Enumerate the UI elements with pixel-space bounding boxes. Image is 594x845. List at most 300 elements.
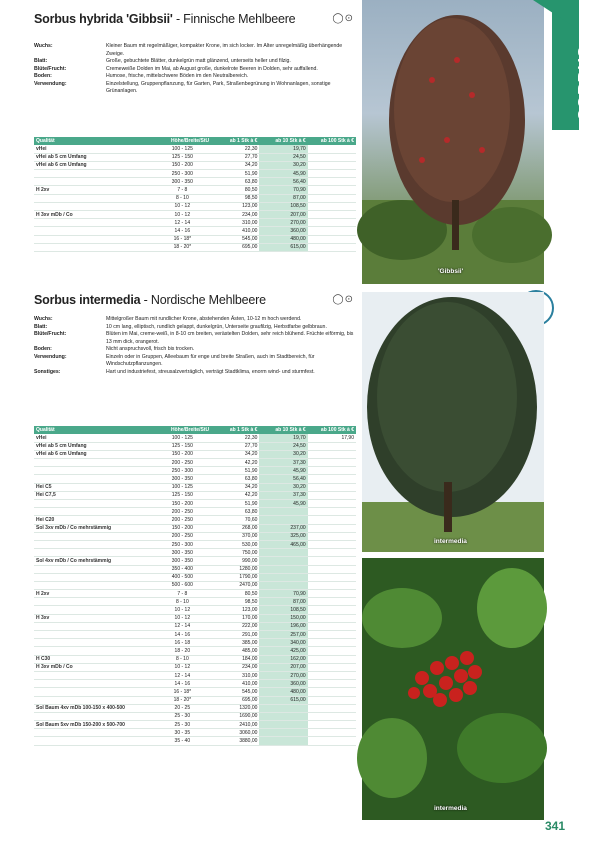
desc-row — [34, 316, 356, 324]
table-cell: 196,00 — [259, 622, 307, 630]
table-cell: 14 - 16 — [154, 227, 212, 235]
table-cell: 51,90 — [211, 467, 259, 475]
table-cell — [34, 696, 154, 704]
table-cell: 300 - 350 — [154, 178, 212, 186]
desc-row — [34, 58, 356, 66]
table-cell: 200 - 250 — [154, 459, 212, 467]
desc-value: Humose, frische, mittelschwere Böden im den Neutralbereich. — [106, 73, 249, 79]
table-cell: 545,00 — [211, 688, 259, 696]
table-cell — [308, 663, 356, 671]
table-row — [34, 737, 356, 745]
desc-value: Einzelstellung, Gruppenpflanzung, für Garten, Park, Straßenbegrünung in Wohnanlagen, sonstige Grünanlagen. — [106, 80, 331, 94]
table-cell: 34,20 — [211, 450, 259, 458]
table-cell — [34, 688, 154, 696]
table-cell — [34, 639, 154, 647]
table-cell — [308, 631, 356, 639]
table-cell: 18 - 20* — [154, 696, 212, 704]
column-header: ab 1 Stk à € — [211, 137, 259, 145]
table-cell: 250 - 300 — [154, 467, 212, 475]
table-cell: 80,50 — [211, 590, 259, 598]
desc-label: Boden: — [34, 73, 52, 79]
table-cell: 22,30 — [211, 145, 259, 153]
table-row — [34, 161, 356, 169]
table-cell — [34, 598, 154, 606]
table-cell: 80,50 — [211, 186, 259, 194]
table-cell: 10 - 12 — [154, 211, 212, 219]
table-cell — [34, 170, 154, 178]
table-cell — [308, 186, 356, 194]
photo-intermedia-tree — [362, 292, 544, 552]
section2-symbols: ◯⊙ — [332, 294, 354, 305]
table-cell: 30,20 — [259, 450, 307, 458]
table-row — [34, 614, 356, 622]
table-cell — [34, 647, 154, 655]
table-cell: 24,50 — [259, 153, 307, 161]
table-cell: 310,00 — [211, 219, 259, 227]
table-cell — [259, 704, 307, 712]
table-cell: Hei C7,5 — [34, 491, 154, 499]
table-cell: 340,00 — [259, 639, 307, 647]
table-cell — [308, 688, 356, 696]
table-cell: 10 - 12 — [154, 606, 212, 614]
table-row — [34, 500, 356, 508]
table-cell: 545,00 — [211, 235, 259, 243]
desc-row — [34, 346, 356, 354]
table-cell: 150 - 200 — [154, 524, 212, 532]
table-row — [34, 508, 356, 516]
table-cell — [259, 721, 307, 729]
table-cell: 695,00 — [211, 243, 259, 251]
desc-label: Blüte/Frucht: — [34, 331, 67, 337]
table-cell: 10 - 12 — [154, 663, 212, 671]
photo1-caption: 'Gibbsii' — [438, 268, 464, 275]
table-cell: 410,00 — [211, 227, 259, 235]
table-cell: 16 - 18* — [154, 235, 212, 243]
table-cell: 350 - 400 — [154, 565, 212, 573]
table-row — [34, 145, 356, 153]
photo3-caption: intermedia — [434, 805, 467, 812]
table-cell — [308, 219, 356, 227]
table-cell: 25 - 30 — [154, 721, 212, 729]
photo-gibbsii-tree — [362, 0, 544, 284]
table-cell — [259, 508, 307, 516]
table-cell — [308, 540, 356, 548]
desc-label: Boden: — [34, 346, 52, 352]
table-cell: H 2xv — [34, 186, 154, 194]
table-row — [34, 590, 356, 598]
table-row — [34, 524, 356, 532]
table-cell: 207,00 — [259, 663, 307, 671]
desc-label: Verwendung: — [34, 353, 67, 360]
table-cell — [308, 680, 356, 688]
table-cell: 695,00 — [211, 696, 259, 704]
table-cell: 8 - 10 — [154, 655, 212, 663]
table-row — [34, 729, 356, 737]
tree-illustration — [362, 0, 544, 284]
table-cell: 250 - 300 — [154, 170, 212, 178]
table-cell: 170,00 — [211, 614, 259, 622]
table-cell: vHei ab 6 cm Umfang — [34, 161, 154, 169]
table-cell: 30,20 — [259, 483, 307, 491]
table-cell — [308, 178, 356, 186]
table-cell: 300 - 350 — [154, 557, 212, 565]
table-cell: 100 - 125 — [154, 434, 212, 442]
section1-title: Sorbus hybrida 'Gibbsii' - Finnische Mehlbeere — [34, 12, 296, 26]
desc-label: Wuchs: — [34, 316, 53, 322]
table-cell: H C30 — [34, 655, 154, 663]
table-row — [34, 549, 356, 557]
table-cell: 17,90 — [308, 434, 356, 442]
table-cell: 70,90 — [259, 186, 307, 194]
table-cell — [259, 581, 307, 589]
table-cell — [308, 483, 356, 491]
desc-value: 10 cm lang, elliptisch, rundlich gelappt, dunkelgrün, Unterseite graufilzig, Herbstfarbe gelbbraun. — [106, 323, 327, 330]
column-header: ab 100 Stk à € — [308, 137, 356, 145]
table-cell — [308, 508, 356, 516]
table-row — [34, 450, 356, 458]
table-row — [34, 565, 356, 573]
table-cell: 108,50 — [259, 606, 307, 614]
table-cell — [34, 631, 154, 639]
table-row — [34, 598, 356, 606]
table-cell — [308, 475, 356, 483]
table-row — [34, 721, 356, 729]
table-cell — [308, 696, 356, 704]
table-cell: 45,90 — [259, 500, 307, 508]
table-cell: 34,20 — [211, 161, 259, 169]
table-cell: 150 - 200 — [154, 450, 212, 458]
table-cell: 300 - 350 — [154, 475, 212, 483]
table-row — [34, 639, 356, 647]
table-row — [34, 194, 356, 202]
table-cell: 8 - 10 — [154, 194, 212, 202]
table-row — [34, 170, 356, 178]
table-row — [34, 712, 356, 720]
desc-value: Mittelgroßer Baum mit rundlicher Krone, abstehenden Ästen, 10-12 m hoch werdend. — [106, 316, 302, 322]
table-cell: 465,00 — [259, 540, 307, 548]
table-row — [34, 442, 356, 450]
table-cell: 35 - 40 — [154, 737, 212, 745]
table-cell — [259, 729, 307, 737]
table-row — [34, 483, 356, 491]
table-row — [34, 573, 356, 581]
table-cell — [308, 557, 356, 565]
column-header: Höhe/Breite/StU — [154, 426, 212, 434]
table-cell — [34, 729, 154, 737]
section1-symbols: ◯⊙ — [332, 13, 354, 24]
table-cell: vHei ab 5 cm Umfang — [34, 442, 154, 450]
table-row — [34, 243, 356, 251]
table-cell — [259, 565, 307, 573]
table-cell: 12 - 14 — [154, 671, 212, 679]
table-cell: 8 - 10 — [154, 598, 212, 606]
table-row — [34, 688, 356, 696]
column-header: ab 1 Stk à € — [211, 426, 259, 434]
table-cell — [259, 573, 307, 581]
table-cell — [34, 219, 154, 227]
table-cell: 63,80 — [211, 178, 259, 186]
tree-illustration-2 — [362, 292, 544, 552]
desc-label: Verwendung: — [34, 80, 67, 87]
table-row — [34, 219, 356, 227]
table-cell: 360,00 — [259, 680, 307, 688]
table-cell: 2410,00 — [211, 721, 259, 729]
table-cell — [308, 647, 356, 655]
table-cell: 19,70 — [259, 145, 307, 153]
table-cell — [34, 712, 154, 720]
table-cell: 16 - 18 — [154, 639, 212, 647]
table-cell — [34, 243, 154, 251]
table-cell: 63,80 — [211, 475, 259, 483]
table-cell: 184,00 — [211, 655, 259, 663]
table-cell: 234,00 — [211, 211, 259, 219]
table-cell: vHei ab 6 cm Umfang — [34, 450, 154, 458]
table-row — [34, 459, 356, 467]
table-cell: 24,50 — [259, 442, 307, 450]
berries-illustration — [362, 558, 544, 820]
table-cell — [34, 508, 154, 516]
table-cell: 750,00 — [211, 549, 259, 557]
table-cell — [259, 549, 307, 557]
table-cell: 12 - 14 — [154, 219, 212, 227]
table-cell: 30,20 — [259, 161, 307, 169]
table-cell: 200 - 250 — [154, 532, 212, 540]
table-cell: 1690,00 — [211, 712, 259, 720]
table-cell: 300 - 350 — [154, 549, 212, 557]
table-cell: vHei — [34, 145, 154, 153]
desc-row — [34, 81, 356, 96]
table-cell: 3060,00 — [211, 729, 259, 737]
table-header — [34, 137, 356, 145]
section1-description — [34, 43, 356, 96]
section2-title: Sorbus intermedia - Nordische Mehlbeere — [34, 293, 266, 307]
table-row — [34, 557, 356, 565]
table-cell: 125 - 150 — [154, 491, 212, 499]
desc-row — [34, 324, 356, 332]
table-row — [34, 532, 356, 540]
desc-row — [34, 331, 356, 346]
table-cell: 425,00 — [259, 647, 307, 655]
table-cell — [34, 671, 154, 679]
table-cell: 2470,00 — [211, 581, 259, 589]
table-cell: 18 - 20* — [154, 243, 212, 251]
table-cell: 200 - 250 — [154, 516, 212, 524]
table-cell — [308, 606, 356, 614]
table-cell — [34, 178, 154, 186]
table-cell: 87,00 — [259, 598, 307, 606]
table-row — [34, 606, 356, 614]
table-cell: 410,00 — [211, 680, 259, 688]
table-cell — [308, 202, 356, 210]
table-cell: H 3xv mDb / Co — [34, 663, 154, 671]
table-cell — [34, 737, 154, 745]
table-cell — [34, 565, 154, 573]
table-row — [34, 704, 356, 712]
table-cell — [308, 491, 356, 499]
table-row — [34, 516, 356, 524]
column-header: Qualität — [34, 137, 154, 145]
table-cell: 150,00 — [259, 614, 307, 622]
table-cell — [308, 729, 356, 737]
table-cell: Sol 3xv mDb / Co mehrstämmig — [34, 524, 154, 532]
table-row — [34, 696, 356, 704]
table-cell: 45,90 — [259, 170, 307, 178]
section2-description — [34, 316, 356, 376]
table-cell — [308, 622, 356, 630]
desc-row — [34, 369, 356, 377]
table-cell — [259, 516, 307, 524]
table-cell: 51,90 — [211, 170, 259, 178]
table-cell: H 3xv — [34, 614, 154, 622]
table-cell — [308, 153, 356, 161]
table-cell: 123,00 — [211, 202, 259, 210]
table-cell — [308, 712, 356, 720]
table-cell: 370,00 — [211, 532, 259, 540]
table-cell: 70,90 — [259, 590, 307, 598]
table-cell: 56,40 — [259, 475, 307, 483]
table-cell — [308, 590, 356, 598]
table-cell — [34, 227, 154, 235]
table-cell — [308, 549, 356, 557]
table-cell — [308, 161, 356, 169]
table-cell: 14 - 16 — [154, 680, 212, 688]
table-cell — [308, 581, 356, 589]
table-cell: 42,20 — [211, 459, 259, 467]
table-row — [34, 467, 356, 475]
table-cell — [34, 573, 154, 581]
table-cell: H 2xv — [34, 590, 154, 598]
table-cell: 150 - 200 — [154, 161, 212, 169]
table-cell: 291,00 — [211, 631, 259, 639]
table-cell: Sol 4xv mDb / Co mehrstämmig — [34, 557, 154, 565]
table-cell: 125 - 150 — [154, 153, 212, 161]
table-cell: 615,00 — [259, 696, 307, 704]
table-cell — [308, 500, 356, 508]
column-header: ab 10 Stk à € — [259, 137, 307, 145]
table-cell — [259, 737, 307, 745]
table-cell — [308, 145, 356, 153]
table-cell: 385,00 — [211, 639, 259, 647]
table-cell — [308, 737, 356, 745]
table-cell: 14 - 16 — [154, 631, 212, 639]
table-row — [34, 655, 356, 663]
table-cell: 234,00 — [211, 663, 259, 671]
table-cell: 45,90 — [259, 467, 307, 475]
table-cell: Sol Baum 5xv mDb 150-200 x 500-700 — [34, 721, 154, 729]
table-cell: 1790,00 — [211, 573, 259, 581]
desc-label: Blatt: — [34, 323, 48, 330]
table-cell: 34,20 — [211, 483, 259, 491]
table-cell: 360,00 — [259, 227, 307, 235]
table-cell — [308, 671, 356, 679]
table-cell: 98,50 — [211, 598, 259, 606]
table-cell: 27,70 — [211, 153, 259, 161]
table-cell: Hei C5 — [34, 483, 154, 491]
table-row — [34, 434, 356, 442]
table-cell: 310,00 — [211, 671, 259, 679]
table-cell — [34, 202, 154, 210]
table-cell — [308, 655, 356, 663]
desc-row — [34, 73, 356, 81]
desc-value: Cremeweiße Dolden im Mai, ab August große, dunkelrote Beeren in Dolden, sehr auffallend. — [106, 65, 318, 72]
table-cell: 7 - 8 — [154, 590, 212, 598]
table-row — [34, 235, 356, 243]
table-cell: 270,00 — [259, 219, 307, 227]
table-cell: Hei C20 — [34, 516, 154, 524]
table-cell: 150 - 200 — [154, 500, 212, 508]
table-cell: 12 - 14 — [154, 622, 212, 630]
table-cell: 485,00 — [211, 647, 259, 655]
table-cell — [34, 194, 154, 202]
table-cell: 162,00 — [259, 655, 307, 663]
table-cell: 250 - 300 — [154, 540, 212, 548]
table-cell: 63,80 — [211, 508, 259, 516]
table-cell: 51,90 — [211, 500, 259, 508]
column-header: Qualität — [34, 426, 154, 434]
desc-label: Blüte/Frucht: — [34, 65, 67, 72]
desc-value: Nicht anspruchsvoll, frisch bis trocken. — [106, 346, 195, 352]
table-cell — [308, 524, 356, 532]
table-cell: 207,00 — [259, 211, 307, 219]
table-cell: 87,00 — [259, 194, 307, 202]
table-row — [34, 581, 356, 589]
table-cell: 20 - 25 — [154, 704, 212, 712]
table-cell: 222,00 — [211, 622, 259, 630]
table-cell: 18 - 20 — [154, 647, 212, 655]
table-cell: 480,00 — [259, 235, 307, 243]
table-cell — [34, 475, 154, 483]
desc-value: Einzeln oder in Gruppen, Alleebaum für enge und breite Straßen, auch im Stadtbereich, für Windschutzpflanzungen. — [106, 353, 315, 367]
table-cell: 268,00 — [211, 524, 259, 532]
table-cell: 100 - 125 — [154, 483, 212, 491]
table-cell: H 3xv mDb / Co — [34, 211, 154, 219]
table-row — [34, 202, 356, 210]
table-cell — [308, 211, 356, 219]
table-cell: 7 - 8 — [154, 186, 212, 194]
table-cell — [34, 459, 154, 467]
desc-value: Hart und industriefest, streusalzverträglich, verträgt Stadtklima, enorm wind- und sturmfest. — [106, 368, 315, 375]
table-cell — [308, 227, 356, 235]
table-cell: 500 - 600 — [154, 581, 212, 589]
table-cell: 1320,00 — [211, 704, 259, 712]
table-cell: 27,70 — [211, 442, 259, 450]
table-row — [34, 540, 356, 548]
table-cell: 237,00 — [259, 524, 307, 532]
table-cell — [34, 532, 154, 540]
table-cell — [308, 614, 356, 622]
table-cell — [34, 235, 154, 243]
table-row — [34, 227, 356, 235]
desc-row — [34, 354, 356, 369]
table-row — [34, 186, 356, 194]
table-cell — [34, 500, 154, 508]
table-cell — [308, 532, 356, 540]
table-cell: 37,30 — [259, 491, 307, 499]
table-cell: 990,00 — [211, 557, 259, 565]
table-cell: 400 - 500 — [154, 573, 212, 581]
table-cell: 70,60 — [211, 516, 259, 524]
table-cell: 22,30 — [211, 434, 259, 442]
table-cell: 56,40 — [259, 178, 307, 186]
table-cell: 30 - 35 — [154, 729, 212, 737]
section1-price-table — [34, 137, 356, 252]
desc-row — [34, 66, 356, 74]
column-header: ab 100 Stk à € — [308, 426, 356, 434]
table-row — [34, 647, 356, 655]
table-row — [34, 475, 356, 483]
table-cell: 108,50 — [259, 202, 307, 210]
table-cell: 98,50 — [211, 194, 259, 202]
